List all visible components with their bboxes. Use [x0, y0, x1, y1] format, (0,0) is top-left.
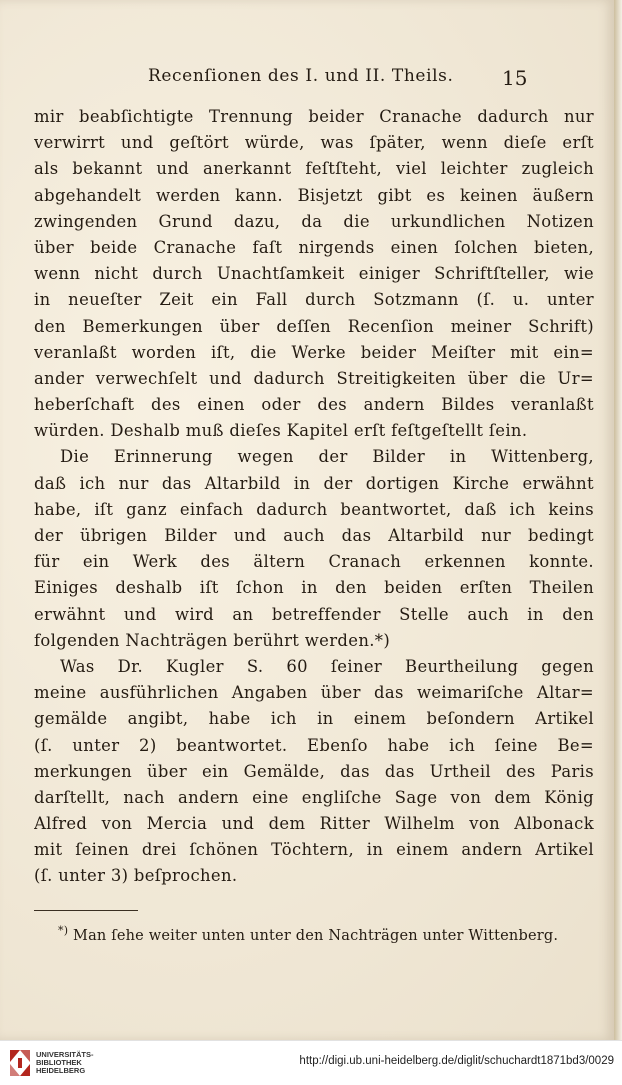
text-line: in neueſter Zeit ein Fall durch Sotzmann (ſ. u. unter	[34, 290, 594, 310]
text-line: abgehandelt werden kann. Bisjetzt gibt es keinen äußern	[34, 185, 594, 205]
text-line: Einiges deshalb iſt ſchon in den beiden erſten Theilen	[34, 578, 594, 598]
text-line: meine ausführlichen Angaben über das weimariſche Altar=	[34, 683, 594, 703]
text-line: als bekannt und anerkannt feſtſteht, viel leichter zugleich	[34, 159, 594, 179]
footnote-marker: *)	[58, 924, 69, 937]
library-logo-icon	[8, 1048, 32, 1078]
page-edge	[614, 0, 622, 1040]
text-line: ander verwechſelt und dadurch Streitigkeiten über die Ur=	[34, 368, 594, 388]
page-number: 15	[502, 66, 528, 90]
footer-bar	[0, 1040, 622, 1085]
running-head-title: Recenſionen des I. und II. Theils.	[148, 66, 454, 86]
text-line: Alfred von Mercia und dem Ritter Wilhelm von Albonack	[34, 814, 594, 834]
footnote	[58, 924, 559, 944]
running-head	[0, 66, 614, 92]
text-line: habe, iſt ganz einfach dadurch beantwortet, daß ich keins	[34, 499, 594, 519]
text-line: mir beabſichtigte Trennung beider Cranache dadurch nur	[34, 107, 594, 126]
paragraph-start-line: Was Dr. Kugler S. 60 ſeiner Beurtheilung gegen	[60, 656, 594, 676]
text-line: der übrigen Bilder und auch das Altarbild nur bedingt	[34, 526, 594, 545]
text-line: gemälde angibt, habe ich in einem beſondern Artikel	[34, 709, 594, 729]
text-line: für ein Werk des ältern Cranach erkennen konnte.	[34, 552, 594, 572]
text-line: mit ſeinen drei ſchönen Töchtern, in einem andern Artikel	[34, 840, 594, 860]
body-text	[34, 104, 594, 890]
text-line: darſtellt, nach andern eine engliſche Sage von dem König	[34, 787, 594, 807]
text-line: würden. Deshalb muß dieſes Kapitel erſt feſtgeſtellt ſein.	[34, 421, 528, 441]
text-line: verwirrt und geſtört würde, was ſpäter, wenn dieſe erſt	[34, 133, 594, 153]
text-line: folgenden Nachträgen berührt werden.*)	[34, 630, 391, 650]
text-line: wenn nicht durch Unachtſamkeit einiger Schriftſteller, wie	[34, 264, 594, 284]
paragraph-start-line: Die Erinnerung wegen der Bilder in Wittenberg,	[60, 447, 594, 467]
source-url-link[interactable]: http://digi.ub.uni-heidelberg.de/diglit/schuchardt1871bd3/0029	[299, 1055, 614, 1067]
text-line: veranlaßt worden iſt, die Werke beider Meiſter mit ein=	[34, 342, 594, 362]
text-line: (ſ. unter 3) beſprochen.	[34, 866, 238, 886]
text-line: zwingenden Grund dazu, da die urkundlichen Notizen	[34, 211, 594, 231]
footnote-rule	[34, 910, 138, 911]
text-line: daß ich nur das Altarbild in der dortigen Kirche erwähnt	[34, 473, 594, 493]
footnote-text: Man ſehe weiter unten unter den Nachträgen unter Wittenberg.	[73, 927, 559, 944]
text-line: heberſchaft des einen oder des andern Bildes veranlaßt	[34, 395, 594, 415]
text-line: über beide Cranache faſt nirgends einen ſolchen bieten,	[34, 237, 594, 257]
text-line: (ſ. unter 2) beantwortet. Ebenſo habe ich ſeine Be=	[34, 735, 594, 755]
text-line: den Bemerkungen über deſſen Recenſion meiner Schrift)	[34, 316, 594, 336]
text-line: erwähnt und wird an betreffender Stelle auch in den	[34, 604, 594, 624]
library-name: UNIVERSITÄTS- BIBLIOTHEK HEIDELBERG	[36, 1050, 94, 1075]
text-line: merkungen über ein Gemälde, das das Urtheil des Paris	[34, 761, 594, 781]
